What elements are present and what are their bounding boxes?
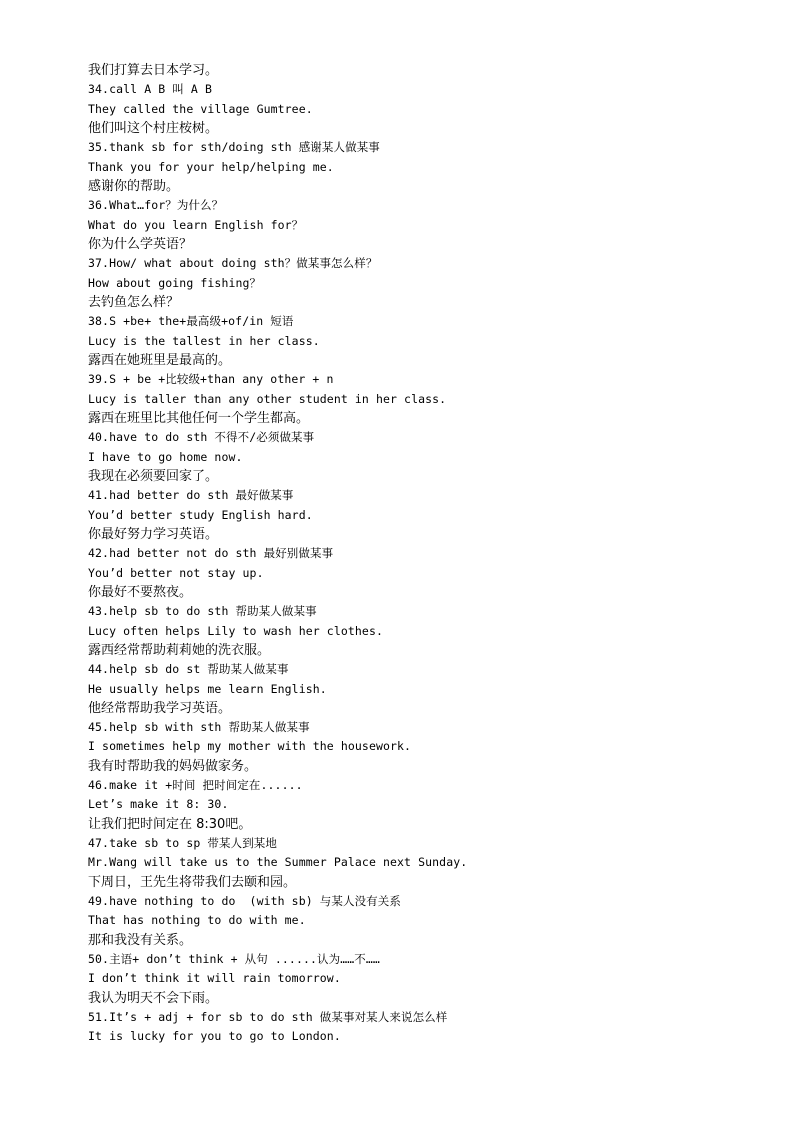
- chinese-translation-line: 我有时帮助我的妈妈做家务。: [88, 758, 258, 774]
- english-text-line: 36.What…for？为什么？: [88, 198, 224, 213]
- chinese-translation-line: 让我们把时间定在 8:30吧。: [88, 816, 252, 832]
- english-text-line: It is lucky for you to go to London.: [88, 1029, 341, 1044]
- english-text-line: 45.help sb with sth 帮助某人做某事: [88, 720, 310, 735]
- english-text-line: 37.How/ what about doing sth？做某事怎么样？: [88, 256, 378, 271]
- english-text-line: 44.help sb do st 帮助某人做某事: [88, 662, 289, 677]
- english-text-line: 50.主语+ don’t think + 从句 ......认为……不……: [88, 952, 380, 967]
- english-text-line: 35.thank sb for sth/doing sth 感谢某人做某事: [88, 140, 380, 155]
- chinese-translation-line: 我们打算去日本学习。: [88, 63, 219, 78]
- chinese-translation-line: 我现在必须要回家了。: [88, 468, 219, 484]
- english-text-line: He usually helps me learn English.: [88, 681, 327, 696]
- chinese-translation-line: 去钓鱼怎么样？: [88, 294, 180, 310]
- english-text-line: How about going fishing？: [88, 275, 262, 290]
- chinese-translation-line: 感谢你的帮助。: [88, 178, 180, 194]
- chinese-translation-line: 你为什么学英语？: [88, 236, 193, 252]
- english-text-line: I have to go home now.: [88, 449, 243, 464]
- chinese-translation-line: 他经常帮助我学习英语。: [88, 700, 232, 716]
- chinese-translation-line: 露西经常帮助莉莉她的洗衣服。: [88, 642, 271, 658]
- english-text-line: I sometimes help my mother with the housework.: [88, 739, 412, 754]
- chinese-translation-line: 露西在她班里是最高的。: [88, 352, 232, 368]
- english-text-line: 40.have to do sth 不得不/必须做某事: [88, 430, 315, 445]
- chinese-translation-line: 露西在班里比其他任何一个学生都高。: [88, 410, 310, 426]
- chinese-translation-line: 你最好努力学习英语。: [88, 526, 219, 542]
- english-text-line: 34.call A B 叫 A B: [88, 82, 212, 97]
- chinese-translation-line: 那和我没有关系。: [88, 932, 193, 948]
- english-text-line: Let’s make it 8: 30.: [88, 797, 229, 812]
- chinese-translation-line: 下周日，王先生将带我们去颐和园。: [88, 874, 297, 890]
- english-text-line: They called the village Gumtree.: [88, 101, 313, 116]
- english-text-line: 38.S +be+ the+最高级+of/in 短语: [88, 314, 294, 329]
- english-text-line: That has nothing to do with me.: [88, 913, 306, 928]
- english-text-line: Thank you for your help/helping me.: [88, 159, 334, 174]
- english-text-line: 46.make it +时间 把时间定在......: [88, 778, 303, 793]
- chinese-translation-line: 你最好不要熬夜。: [88, 584, 193, 600]
- english-text-line: You’d better not stay up.: [88, 565, 264, 580]
- english-text-line: Lucy often helps Lily to wash her clothes.: [88, 623, 383, 638]
- english-text-line: I don’t think it will rain tomorrow.: [88, 971, 341, 986]
- english-text-line: 49.have nothing to do (with sb) 与某人没有关系: [88, 894, 401, 909]
- chinese-translation-line: 我认为明天不会下雨。: [88, 990, 219, 1006]
- english-text-line: 43.help sb to do sth 帮助某人做某事: [88, 604, 317, 619]
- document-body: [88, 61, 768, 1047]
- english-text-line: 51.It’s + adj + for sb to do sth 做某事对某人来说怎么样: [88, 1010, 448, 1025]
- english-text-line: Mr.Wang will take us to the Summer Palace next Sunday.: [88, 855, 468, 870]
- english-text-line: Lucy is the tallest in her class.: [88, 333, 320, 348]
- english-text-line: Lucy is taller than any other student in her class.: [88, 391, 447, 406]
- english-text-line: You’d better study English hard.: [88, 507, 313, 522]
- english-text-line: 39.S + be +比较级+than any other + n: [88, 372, 334, 387]
- chinese-translation-line: 他们叫这个村庄桉树。: [88, 120, 219, 136]
- english-text-line: 41.had better do sth 最好做某事: [88, 488, 294, 503]
- english-text-line: What do you learn English for？: [88, 217, 304, 232]
- english-text-line: 42.had better not do sth 最好别做某事: [88, 546, 334, 561]
- english-text-line: 47.take sb to sp 带某人到某地: [88, 836, 277, 851]
